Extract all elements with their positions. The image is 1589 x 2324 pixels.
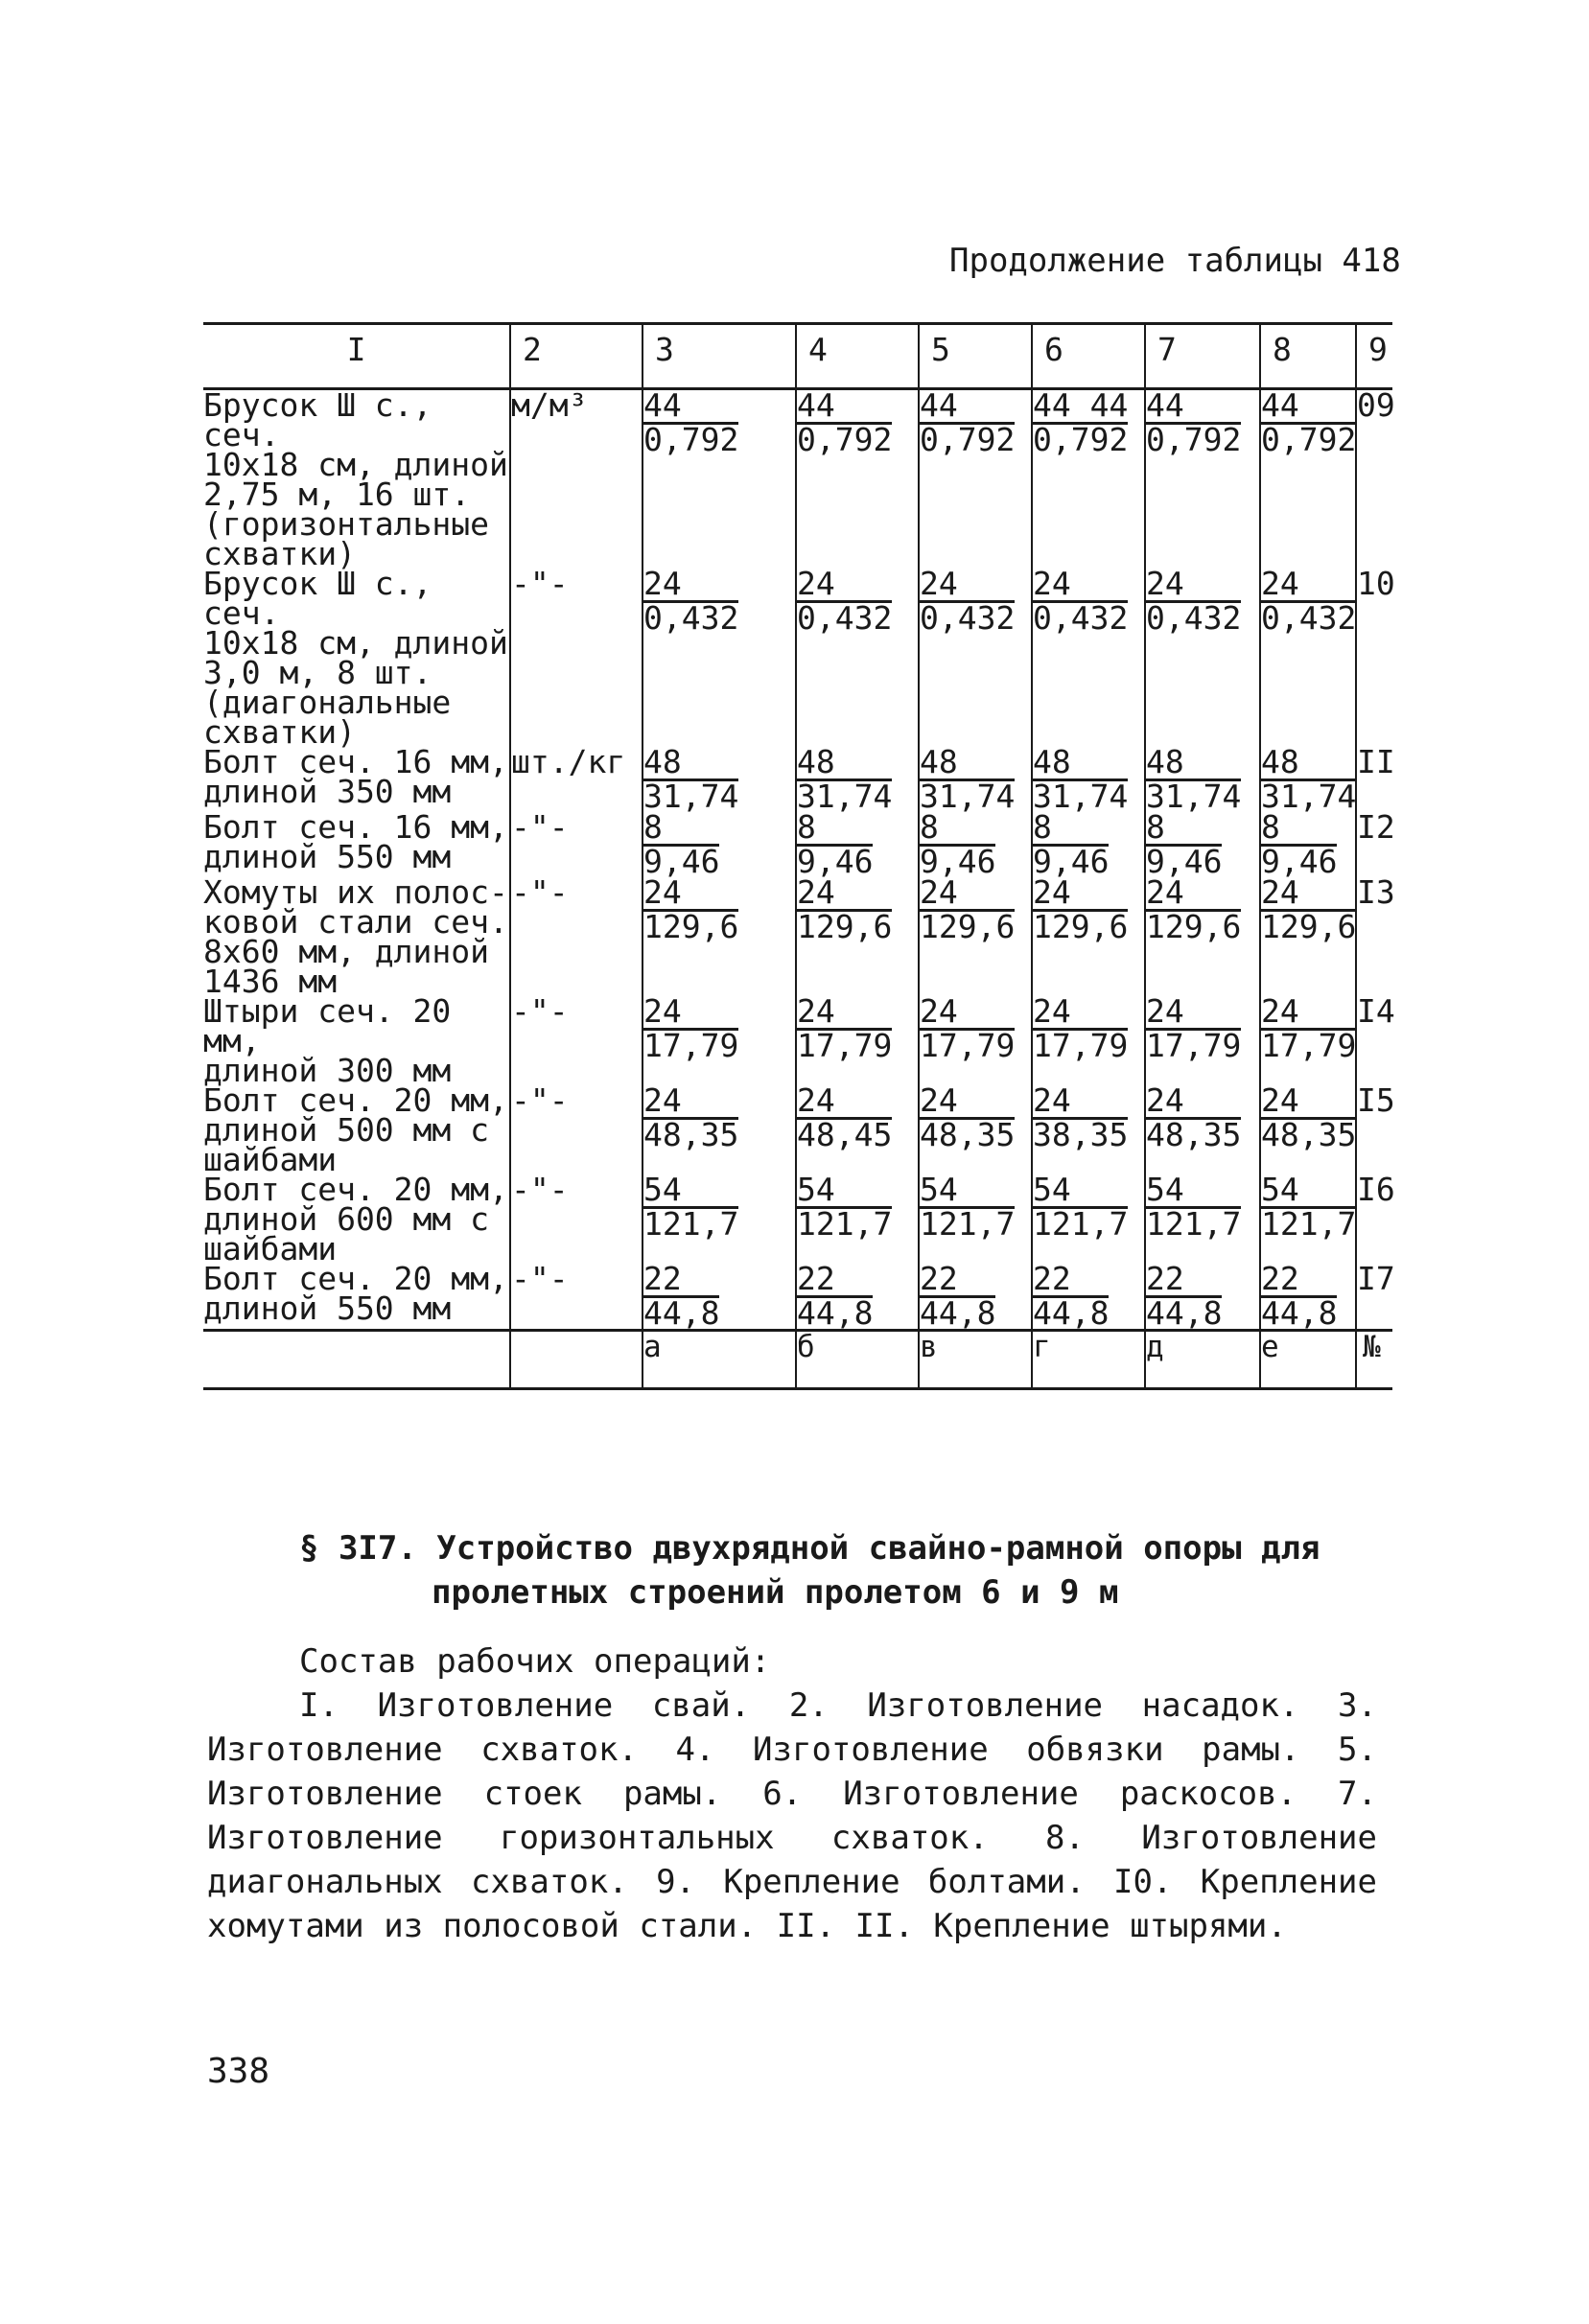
value-cell <box>1145 1260 1260 1332</box>
quantity-denominator: 31,74 <box>1146 778 1242 815</box>
fraction <box>643 808 720 880</box>
value-cell <box>1032 1081 1145 1174</box>
value-cell <box>796 1081 919 1174</box>
quantity-denominator: 31,74 <box>797 778 893 815</box>
unit-cell: -"- <box>510 1264 643 1331</box>
fraction <box>797 1171 893 1243</box>
value-cell <box>1145 386 1260 569</box>
fraction <box>1146 743 1242 815</box>
fraction <box>920 992 1016 1064</box>
value-cell <box>643 808 796 880</box>
value-cell <box>1145 565 1260 747</box>
quantity-numerator: 24 <box>643 1081 682 1119</box>
quantity-denominator: 9,46 <box>920 843 996 880</box>
value-cell <box>643 386 796 569</box>
quantity-numerator: 24 <box>1146 565 1184 602</box>
quantity-denominator: 129,6 <box>643 908 739 945</box>
quantity-numerator: 44 <box>643 386 682 424</box>
quantity-numerator: 8 <box>1261 808 1280 846</box>
value-cell <box>643 992 796 1085</box>
norms-table <box>203 322 1395 1390</box>
quantity-numerator: 48 <box>1033 743 1071 780</box>
column-header: 2 <box>510 324 643 389</box>
quantity-numerator: 8 <box>797 808 816 846</box>
fraction <box>643 565 739 637</box>
quantity-numerator: 22 <box>1033 1260 1071 1297</box>
fraction <box>1146 1171 1242 1243</box>
quantity-numerator: 24 <box>797 992 835 1030</box>
quantity-denominator: 0,792 <box>1146 421 1242 458</box>
quantity-denominator: 31,74 <box>1261 778 1357 815</box>
section-heading-line1: § 3I7. Устройство двухрядной свайно-рамной опоры для <box>299 1529 1320 1568</box>
quantity-numerator: 8 <box>1033 808 1052 846</box>
fraction <box>643 992 739 1064</box>
column-header: 3 <box>643 324 796 389</box>
value-cell <box>1145 1081 1260 1174</box>
unit-cell: м/м³ <box>510 389 643 569</box>
quantity-denominator: 129,6 <box>1261 908 1357 945</box>
quantity-numerator: 8 <box>920 808 939 846</box>
fraction <box>643 1081 739 1153</box>
value-cell <box>1032 1171 1145 1264</box>
value-cell <box>1260 386 1357 569</box>
value-cell <box>643 565 796 747</box>
table-row <box>203 996 1392 1085</box>
fraction <box>1261 808 1338 880</box>
unit-cell: -"- <box>510 877 643 996</box>
quantity-numerator: 44 <box>797 386 835 424</box>
fraction <box>1033 1171 1129 1243</box>
table-row <box>203 812 1392 877</box>
row-number: 09 <box>1356 389 1392 569</box>
fraction <box>1146 386 1242 458</box>
table-row <box>203 747 1392 812</box>
fraction <box>920 1260 996 1332</box>
quantity-denominator: 0,432 <box>643 599 739 637</box>
quantity-numerator: 24 <box>1033 565 1071 602</box>
table-header-row <box>203 324 1392 389</box>
unit-cell: -"- <box>510 569 643 747</box>
quantity-denominator: 44,8 <box>797 1294 874 1332</box>
value-cell <box>643 1081 796 1174</box>
quantity-numerator: 54 <box>643 1171 682 1208</box>
value-cell <box>796 873 919 996</box>
fraction <box>643 1260 720 1332</box>
quantity-numerator: 24 <box>1261 565 1299 602</box>
fraction <box>920 808 996 880</box>
quantity-numerator: 8 <box>643 808 663 846</box>
quantity-numerator: 24 <box>643 565 682 602</box>
quantity-numerator: 22 <box>1146 1260 1184 1297</box>
fraction <box>1146 1260 1223 1332</box>
fraction <box>1261 565 1357 637</box>
value-cell <box>919 386 1032 569</box>
quantity-numerator: 48 <box>643 743 682 780</box>
fraction <box>797 808 874 880</box>
quantity-denominator: 48,35 <box>920 1116 1016 1153</box>
value-cell <box>1032 808 1145 880</box>
value-cell <box>1032 386 1145 569</box>
quantity-numerator: 22 <box>920 1260 958 1297</box>
quantity-denominator: 0,432 <box>1261 599 1357 637</box>
value-cell <box>1032 873 1145 996</box>
value-cell <box>796 992 919 1085</box>
quantity-denominator: 0,792 <box>643 421 739 458</box>
fraction <box>643 743 739 815</box>
material-name: Болт сеч. 20 мм, длиной 500 мм с шайбами <box>203 1081 508 1178</box>
quantity-denominator: 129,6 <box>1033 908 1129 945</box>
value-cell <box>796 386 919 569</box>
table-row <box>203 1264 1392 1331</box>
quantity-numerator: 48 <box>920 743 958 780</box>
fraction <box>1033 1081 1129 1153</box>
quantity-numerator: 44 <box>920 386 958 424</box>
quantity-numerator: 24 <box>1033 992 1071 1030</box>
quantity-denominator: 48,35 <box>643 1116 739 1153</box>
material-name: Болт сеч. 20 мм, длиной 600 мм с шайбами <box>203 1171 508 1267</box>
column-header: 5 <box>919 324 1032 389</box>
value-cell <box>919 1171 1032 1264</box>
unit-cell: -"- <box>510 1174 643 1264</box>
value-cell <box>1260 743 1357 815</box>
quantity-numerator: 22 <box>1261 1260 1299 1297</box>
quantity-numerator: 24 <box>1033 1081 1071 1119</box>
table-row <box>203 569 1392 747</box>
fraction <box>1261 743 1357 815</box>
quantity-numerator: 48 <box>797 743 835 780</box>
quantity-denominator: 0,432 <box>797 599 893 637</box>
quantity-numerator: 24 <box>1261 1081 1299 1119</box>
quantity-denominator: 0,792 <box>1033 421 1129 458</box>
quantity-numerator: 24 <box>797 873 835 911</box>
value-cell <box>1260 1260 1356 1332</box>
section-heading <box>299 1526 1383 1615</box>
material-name: Штыри сеч. 20 мм, длиной 300 мм <box>203 992 452 1089</box>
table-caption: Продолжение таблицы 418 <box>949 242 1401 280</box>
quantity-denominator: 48,45 <box>797 1116 893 1153</box>
value-cell <box>919 992 1032 1085</box>
column-header: 6 <box>1032 324 1145 389</box>
fraction <box>643 1171 739 1243</box>
table-body <box>203 386 1395 1332</box>
quantity-numerator: 24 <box>797 565 835 602</box>
value-cell <box>1145 808 1260 880</box>
value-cell <box>796 808 919 880</box>
quantity-numerator: 48 <box>1146 743 1184 780</box>
footer-cell: е <box>1260 1331 1356 1389</box>
fraction <box>1033 808 1110 880</box>
unit-cell: -"- <box>510 812 643 877</box>
quantity-denominator: 121,7 <box>797 1205 893 1243</box>
quantity-denominator: 17,79 <box>1033 1027 1129 1064</box>
value-cell <box>919 1260 1032 1332</box>
value-cell <box>796 1171 919 1264</box>
quantity-numerator: 24 <box>1146 992 1184 1030</box>
quantity-denominator: 17,79 <box>1146 1027 1242 1064</box>
value-cell <box>796 743 919 815</box>
fraction <box>797 1081 893 1153</box>
unit-cell: -"- <box>510 1085 643 1174</box>
quantity-denominator: 48,35 <box>1261 1116 1357 1153</box>
quantity-numerator: 54 <box>797 1171 835 1208</box>
quantity-numerator: 22 <box>797 1260 835 1297</box>
footer-cell: б <box>796 1331 919 1389</box>
row-number: I7 <box>1356 1264 1392 1331</box>
quantity-denominator: 121,7 <box>643 1205 739 1243</box>
row-number: I3 <box>1356 877 1392 996</box>
value-cell <box>643 873 796 996</box>
quantity-numerator: 24 <box>643 873 682 911</box>
quantity-denominator: 44,8 <box>1261 1294 1338 1332</box>
value-cell <box>919 808 1032 880</box>
fraction <box>1033 743 1129 815</box>
quantity-denominator: 17,79 <box>797 1027 893 1064</box>
footer-cell <box>510 1331 643 1389</box>
quantity-denominator: 38,35 <box>1033 1116 1129 1153</box>
fraction <box>920 743 1016 815</box>
fraction <box>1261 1260 1338 1332</box>
value-cell <box>643 1260 796 1332</box>
quantity-numerator: 44 <box>1146 386 1184 424</box>
fraction <box>1261 992 1357 1064</box>
column-header: 7 <box>1145 324 1260 389</box>
column-header: I <box>203 324 510 389</box>
value-cell <box>1260 1081 1357 1174</box>
value-cell <box>1260 873 1357 996</box>
material-name: Брусок Ш с., сеч. 10х18 см, длиной 2,75 м, 16 шт. (горизонтальные схватки) <box>203 386 508 572</box>
quantity-numerator: 24 <box>920 565 958 602</box>
value-cell <box>1260 565 1357 747</box>
quantity-numerator: 24 <box>643 992 682 1030</box>
table-row <box>203 1174 1392 1264</box>
value-cell <box>919 873 1032 996</box>
operations-paragraph: I. Изготовление свай. 2. Изготовление насадок. 3. Изготовление схваток. 4. Изготовление обвязки рамы. 5. Изготовление стоек рамы. 6. Изготовление раскосов. 7. Изготовление горизонтальных схваток. 8. Изготовление диагональных схваток. 9. Крепление болтами. I0. Крепление хомутами из полосовой стали. II. II. Крепление штырями. <box>207 1686 1377 1945</box>
quantity-denominator: 121,7 <box>1261 1205 1357 1243</box>
quantity-denominator: 44,8 <box>643 1294 720 1332</box>
quantity-numerator: 48 <box>1261 743 1299 780</box>
fraction <box>1146 565 1242 637</box>
quantity-numerator: 24 <box>920 992 958 1030</box>
value-cell <box>1032 565 1145 747</box>
fraction <box>920 386 1016 458</box>
fraction <box>1261 1171 1357 1243</box>
fraction <box>1261 386 1357 458</box>
quantity-denominator: 0,792 <box>1261 421 1357 458</box>
material-name: Хомуты их полос- ковой стали сеч. 8х60 мм, длиной 1436 мм <box>203 873 508 1000</box>
fraction <box>643 386 739 458</box>
fraction <box>1033 386 1129 458</box>
fraction <box>920 1081 1016 1153</box>
quantity-denominator: 129,6 <box>797 908 893 945</box>
quantity-numerator: 24 <box>1146 1081 1184 1119</box>
fraction <box>1146 1081 1242 1153</box>
value-cell <box>1032 1260 1145 1332</box>
fraction <box>1033 873 1129 945</box>
quantity-denominator: 0,792 <box>797 421 893 458</box>
quantity-denominator: 9,46 <box>1261 843 1338 880</box>
quantity-numerator: 54 <box>1146 1171 1184 1208</box>
table-row <box>203 389 1392 569</box>
quantity-denominator: 0,432 <box>920 599 1016 637</box>
column-header: 4 <box>796 324 919 389</box>
unit-cell: -"- <box>510 996 643 1085</box>
material-name: Брусок Ш с., сеч. 10х18 см, длиной 3,0 м, 8 шт. (диагональные схватки) <box>203 565 508 751</box>
quantity-denominator: 0,792 <box>920 421 1016 458</box>
footer-cell: № <box>1356 1331 1392 1389</box>
value-cell <box>1145 1171 1260 1264</box>
value-cell <box>919 743 1032 815</box>
fraction <box>1033 992 1129 1064</box>
table-row <box>203 877 1392 996</box>
value-cell <box>919 1081 1032 1174</box>
quantity-denominator: 9,46 <box>797 843 874 880</box>
fraction <box>1146 808 1223 880</box>
fraction <box>797 743 893 815</box>
quantity-denominator: 9,46 <box>643 843 720 880</box>
table-row <box>203 1085 1392 1174</box>
quantity-numerator: 44 <box>1261 386 1299 424</box>
quantity-numerator: 24 <box>1146 873 1184 911</box>
quantity-denominator: 44,8 <box>1033 1294 1110 1332</box>
quantity-denominator: 9,46 <box>1033 843 1110 880</box>
operations-subheading: Состав рабочих операций: <box>299 1642 771 1681</box>
quantity-denominator: 17,79 <box>920 1027 1016 1064</box>
quantity-denominator: 121,7 <box>920 1205 1016 1243</box>
value-cell <box>643 1171 796 1264</box>
quantity-numerator: 24 <box>797 1081 835 1119</box>
value-cell <box>1145 743 1260 815</box>
row-number: I4 <box>1356 996 1392 1085</box>
value-cell <box>1260 1171 1357 1264</box>
fraction <box>797 992 893 1064</box>
material-name: Болт сеч. 16 мм, длиной 550 мм <box>203 808 508 875</box>
quantity-numerator: 24 <box>1033 873 1071 911</box>
fraction <box>1261 1081 1357 1153</box>
material-name: Болт сеч. 20 мм, длиной 550 мм <box>203 1260 508 1327</box>
value-cell <box>1032 992 1145 1085</box>
quantity-denominator: 121,7 <box>1033 1205 1129 1243</box>
quantity-denominator: 0,432 <box>1033 599 1129 637</box>
fraction <box>797 1260 874 1332</box>
quantity-denominator: 129,6 <box>920 908 1016 945</box>
quantity-denominator: 31,74 <box>643 778 739 815</box>
row-number: I2 <box>1356 812 1392 877</box>
page-number: 338 <box>207 2052 270 2091</box>
value-cell <box>1260 808 1356 880</box>
quantity-numerator: 8 <box>1146 808 1165 846</box>
quantity-numerator: 22 <box>643 1260 682 1297</box>
fraction <box>1146 992 1242 1064</box>
fraction <box>643 873 739 945</box>
footer-cell: д <box>1145 1331 1260 1389</box>
unit-cell: шт./кг <box>510 747 643 812</box>
quantity-numerator: 24 <box>1261 873 1299 911</box>
row-number: I5 <box>1356 1085 1392 1174</box>
quantity-numerator: 24 <box>920 1081 958 1119</box>
footer-cell: г <box>1032 1331 1145 1389</box>
fraction <box>1146 873 1242 945</box>
value-cell <box>796 1260 919 1332</box>
quantity-denominator: 0,432 <box>1146 599 1242 637</box>
quantity-numerator: 54 <box>1033 1171 1071 1208</box>
table-footer-row <box>203 1331 1392 1389</box>
value-cell <box>1145 873 1260 996</box>
quantity-numerator: 54 <box>920 1171 958 1208</box>
quantity-denominator: 44,8 <box>1146 1294 1223 1332</box>
value-cell <box>1145 992 1260 1085</box>
quantity-denominator: 17,79 <box>643 1027 739 1064</box>
quantity-numerator: 24 <box>1261 992 1299 1030</box>
section-heading-line2: пролетных строений пролетом 6 и 9 м <box>432 1573 1119 1612</box>
value-cell <box>1260 992 1357 1085</box>
row-number: I6 <box>1356 1174 1392 1264</box>
fraction <box>797 565 893 637</box>
fraction <box>1033 1260 1110 1332</box>
quantity-denominator: 31,74 <box>1033 778 1129 815</box>
fraction <box>797 873 893 945</box>
quantity-denominator: 31,74 <box>920 778 1016 815</box>
quantity-denominator: 44,8 <box>920 1294 996 1332</box>
row-number: 10 <box>1356 569 1392 747</box>
quantity-numerator: 44 44 <box>1033 386 1129 424</box>
quantity-numerator: 24 <box>920 873 958 911</box>
value-cell <box>919 565 1032 747</box>
value-cell <box>643 743 796 815</box>
value-cell <box>1032 743 1145 815</box>
quantity-denominator: 129,6 <box>1146 908 1242 945</box>
quantity-denominator: 48,35 <box>1146 1116 1242 1153</box>
fraction <box>1033 565 1129 637</box>
row-number: II <box>1356 747 1392 812</box>
fraction <box>920 1171 1016 1243</box>
fraction <box>797 386 893 458</box>
quantity-denominator: 9,46 <box>1146 843 1223 880</box>
fraction <box>920 565 1016 637</box>
material-name: Болт сеч. 16 мм, длиной 350 мм <box>203 743 508 810</box>
fraction <box>1261 873 1357 945</box>
fraction <box>920 873 1016 945</box>
value-cell <box>796 565 919 747</box>
column-header: 9 <box>1356 324 1392 389</box>
quantity-denominator: 121,7 <box>1146 1205 1242 1243</box>
quantity-denominator: 17,79 <box>1261 1027 1357 1064</box>
footer-cell <box>203 1331 510 1389</box>
quantity-numerator: 54 <box>1261 1171 1299 1208</box>
column-header: 8 <box>1260 324 1356 389</box>
footer-cell: в <box>919 1331 1032 1389</box>
footer-cell: а <box>643 1331 796 1389</box>
